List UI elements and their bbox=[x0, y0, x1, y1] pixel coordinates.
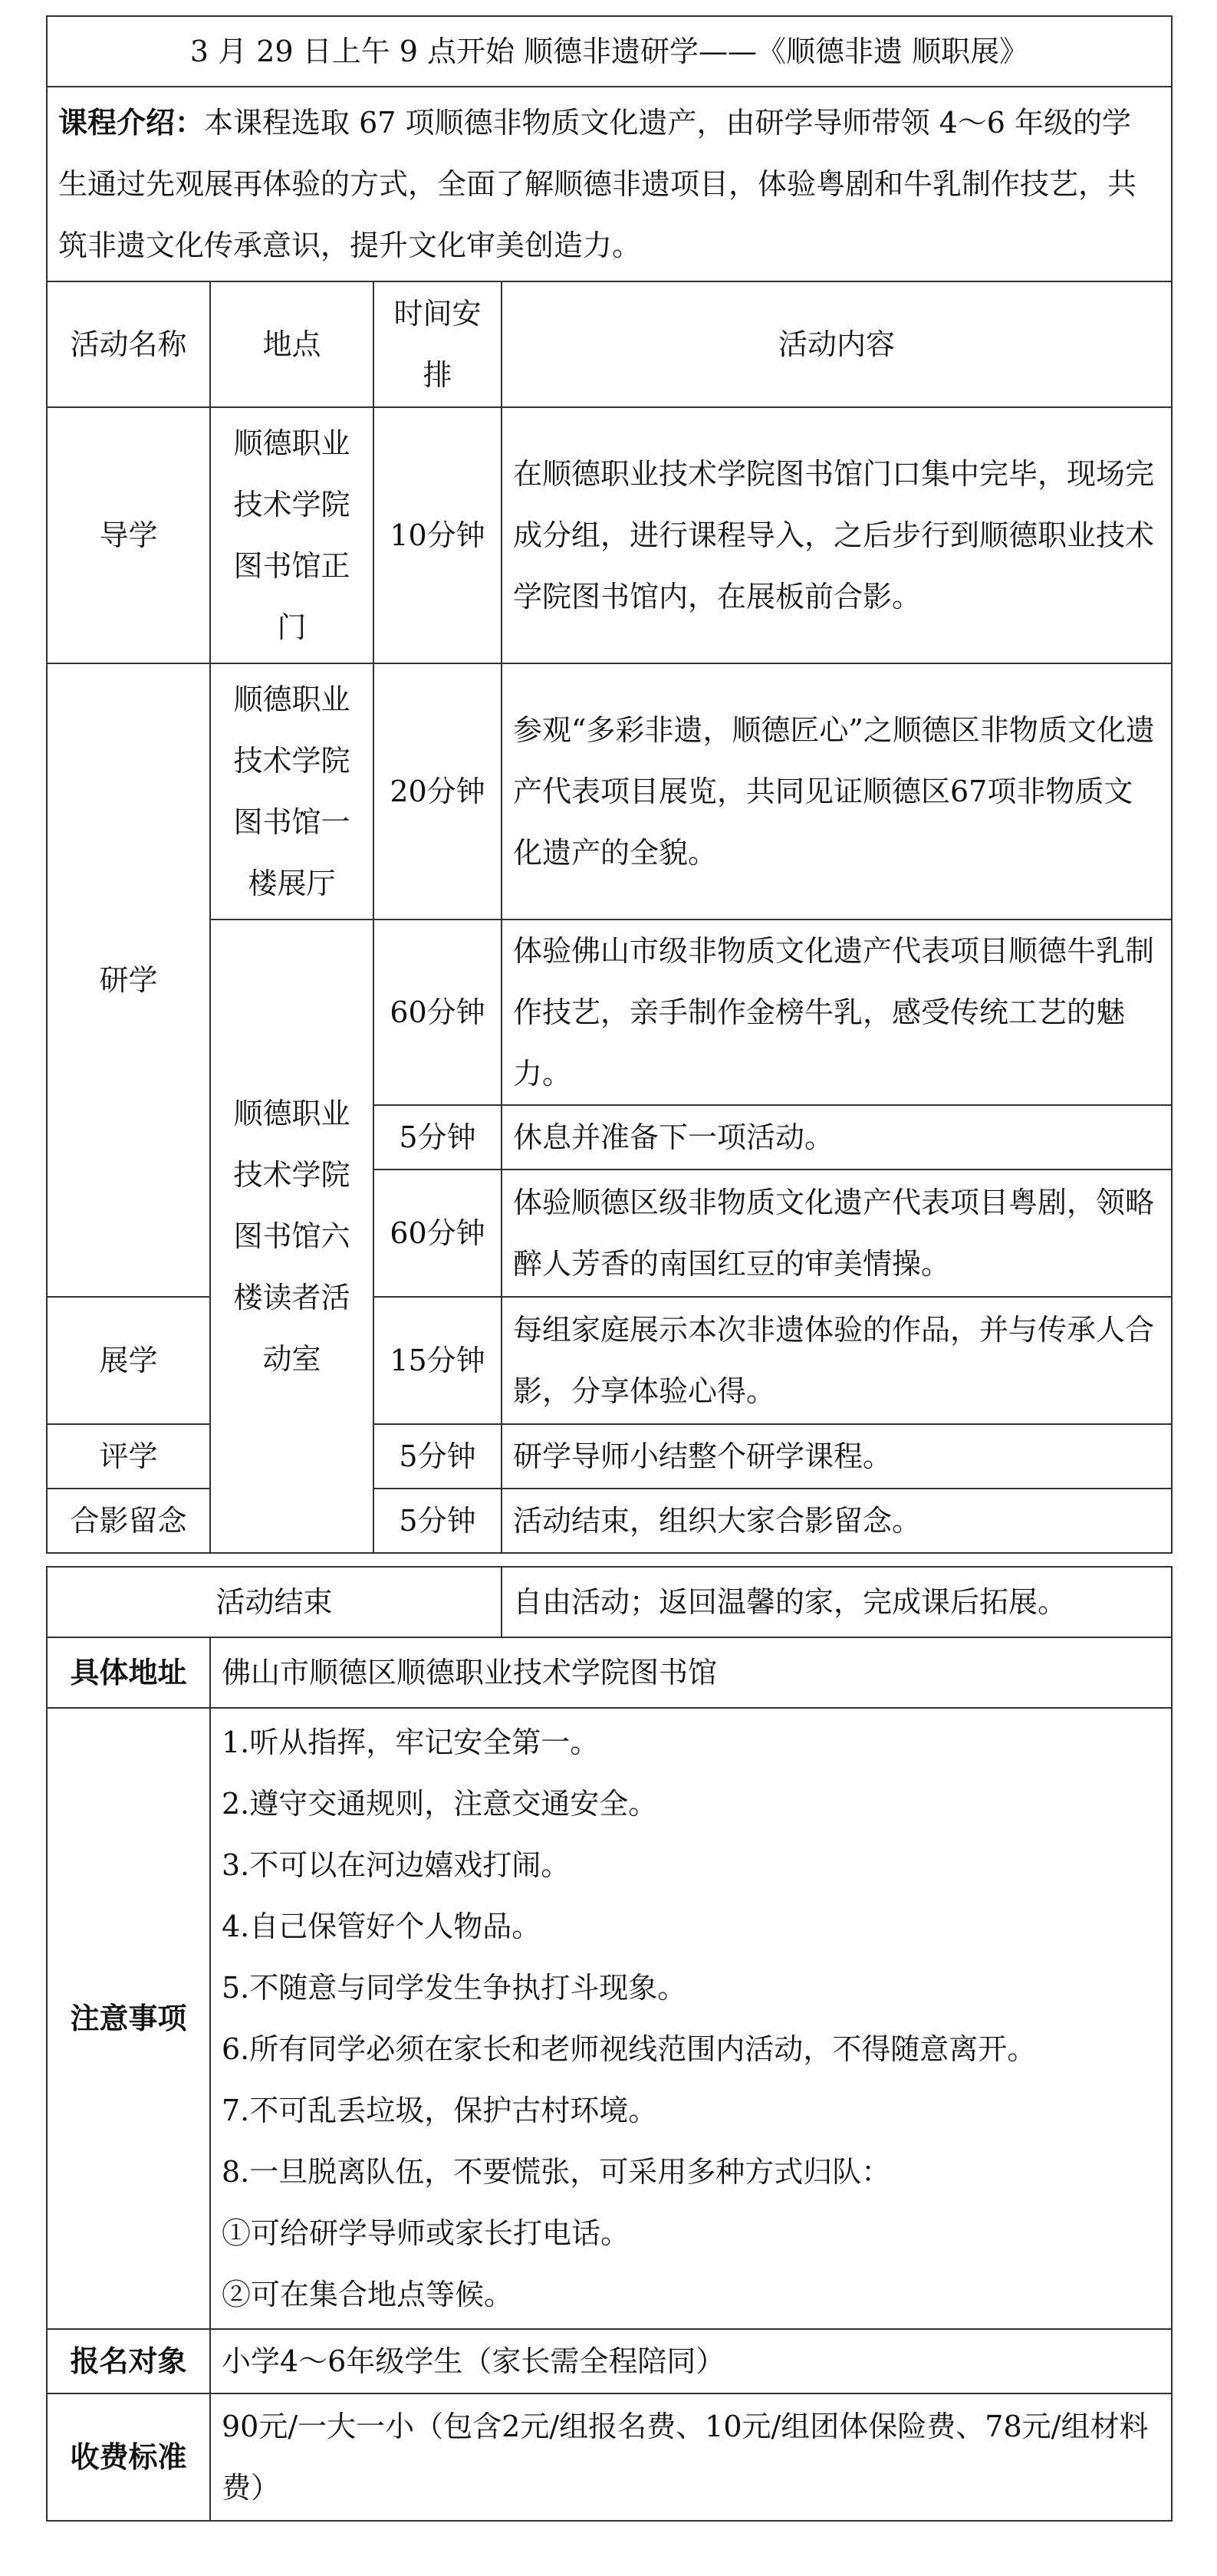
location-daoxue: 顺德职业技术学院图书馆正门 bbox=[210, 407, 373, 663]
header-row bbox=[47, 281, 1172, 407]
activity-pingxue: 评学 bbox=[47, 1424, 210, 1489]
activity-yanxue: 研学 bbox=[47, 663, 210, 1297]
time-yanxue-4: 60分钟 bbox=[373, 1170, 502, 1297]
note-item: 5.不随意与同学发生争执打斗现象。 bbox=[222, 1971, 687, 2005]
fee-row bbox=[47, 2393, 1172, 2521]
content-yanxue-2: 体验佛山市级非物质文化遗产代表项目顺德牛乳制作技艺，亲手制作金榜牛乳，感受传统工艺的魅力。 bbox=[502, 920, 1172, 1105]
activity-daoxue: 导学 bbox=[47, 407, 210, 663]
content-heying: 活动结束，组织大家合影留念。 bbox=[502, 1489, 1172, 1553]
page-title: 3 月 29 日上午 9 点开始 顺德非遗研学——《顺德非遗 顺职展》 bbox=[47, 16, 1172, 87]
activity-zhanxue: 展学 bbox=[47, 1297, 210, 1424]
row-daoxue bbox=[47, 407, 1172, 663]
target-value: 小学4～6年级学生（家长需全程陪同） bbox=[210, 2329, 1172, 2393]
content-yanxue-1: 参观“多彩非遗，顺德匠心”之顺德区非物质文化遗产代表项目展览，共同见证顺德区67项非物质文化遗产的全貌。 bbox=[502, 663, 1172, 920]
intro-label: 课程介绍： bbox=[58, 105, 205, 140]
activity-heying: 合影留念 bbox=[47, 1489, 210, 1553]
intro-row bbox=[47, 87, 1172, 281]
table-gap bbox=[46, 1554, 1171, 1566]
fee-value: 90元/一大一小（包含2元/组报名费、10元/组团体保险费、78元/组材料费） bbox=[210, 2393, 1172, 2521]
note-item: 4.自己保管好个人物品。 bbox=[222, 1910, 541, 1943]
time-pingxue: 5分钟 bbox=[373, 1424, 502, 1489]
header-activity: 活动名称 bbox=[47, 281, 210, 407]
details-table bbox=[46, 1566, 1173, 2522]
notes-list bbox=[210, 1708, 1172, 2329]
intro-text: 本课程选取 67 项顺德非物质文化遗产，由研学导师带领 4～6 年级的学生通过先观展再体验的方式，全面了解顺德非遗项目，体验粤剧和牛乳制作技艺，共筑非遗文化传承意识，提升文化审美创造力。 bbox=[58, 106, 1137, 262]
content-daoxue: 在顺德职业技术学院图书馆门口集中完毕，现场完成分组，进行课程导入，之后步行到顺德职业技术学院图书馆内，在展板前合影。 bbox=[502, 407, 1172, 663]
note-item: 8.一旦脱离队伍，不要慌张，可采用多种方式归队： bbox=[222, 2155, 891, 2189]
header-content: 活动内容 bbox=[502, 281, 1172, 407]
note-item: ①可给研学导师或家长打电话。 bbox=[222, 2216, 630, 2250]
time-daoxue: 10分钟 bbox=[373, 407, 502, 663]
notes-row bbox=[47, 1708, 1172, 2329]
content-zhanxue: 每组家庭展示本次非遗体验的作品，并与传承人合影，分享体验心得。 bbox=[502, 1297, 1172, 1424]
end-content: 自由活动；返回温馨的家，完成课后拓展。 bbox=[502, 1567, 1172, 1637]
time-yanxue-2: 60分钟 bbox=[373, 920, 502, 1105]
time-yanxue-1: 20分钟 bbox=[373, 663, 502, 920]
location-yanxue-1: 顺德职业技术学院图书馆一楼展厅 bbox=[210, 663, 373, 920]
content-pingxue: 研学导师小结整个研学课程。 bbox=[502, 1424, 1172, 1489]
note-item: 2.遵守交通规则，注意交通安全。 bbox=[222, 1787, 658, 1821]
title-row bbox=[47, 16, 1172, 87]
end-row bbox=[47, 1567, 1172, 1637]
time-zhanxue: 15分钟 bbox=[373, 1297, 502, 1424]
address-row bbox=[47, 1637, 1172, 1708]
note-item: 7.不可乱丢垃圾，保护古村环境。 bbox=[222, 2094, 658, 2127]
course-intro bbox=[47, 87, 1172, 281]
row-yanxue-2 bbox=[47, 920, 1172, 1105]
target-row bbox=[47, 2329, 1172, 2393]
schedule-table bbox=[46, 15, 1173, 1554]
note-item: ②可在集合地点等候。 bbox=[222, 2278, 514, 2311]
target-label: 报名对象 bbox=[47, 2329, 210, 2393]
note-item: 3.不可以在河边嬉戏打闹。 bbox=[222, 1848, 571, 1882]
time-heying: 5分钟 bbox=[373, 1489, 502, 1553]
row-yanxue-1 bbox=[47, 663, 1172, 920]
note-item: 1.听从指挥，牢记安全第一。 bbox=[222, 1726, 600, 1759]
notes-label: 注意事项 bbox=[47, 1708, 210, 2329]
address-label: 具体地址 bbox=[47, 1637, 210, 1708]
header-location: 地点 bbox=[210, 281, 373, 407]
note-item: 6.所有同学必须在家长和老师视线范围内活动，不得随意离开。 bbox=[222, 2032, 1037, 2066]
itinerary-document bbox=[46, 15, 1171, 2522]
end-label: 活动结束 bbox=[47, 1567, 502, 1637]
time-yanxue-3: 5分钟 bbox=[373, 1105, 502, 1170]
fee-label: 收费标准 bbox=[47, 2393, 210, 2521]
header-time: 时间安排 bbox=[373, 281, 502, 407]
address-value: 佛山市顺德区顺德职业技术学院图书馆 bbox=[210, 1637, 1172, 1708]
content-yanxue-4: 体验顺德区级非物质文化遗产代表项目粤剧，领略醉人芳香的南国红豆的审美情操。 bbox=[502, 1170, 1172, 1297]
location-shared: 顺德职业技术学院图书馆六楼读者活动室 bbox=[210, 920, 373, 1553]
content-yanxue-3: 休息并准备下一项活动。 bbox=[502, 1105, 1172, 1170]
